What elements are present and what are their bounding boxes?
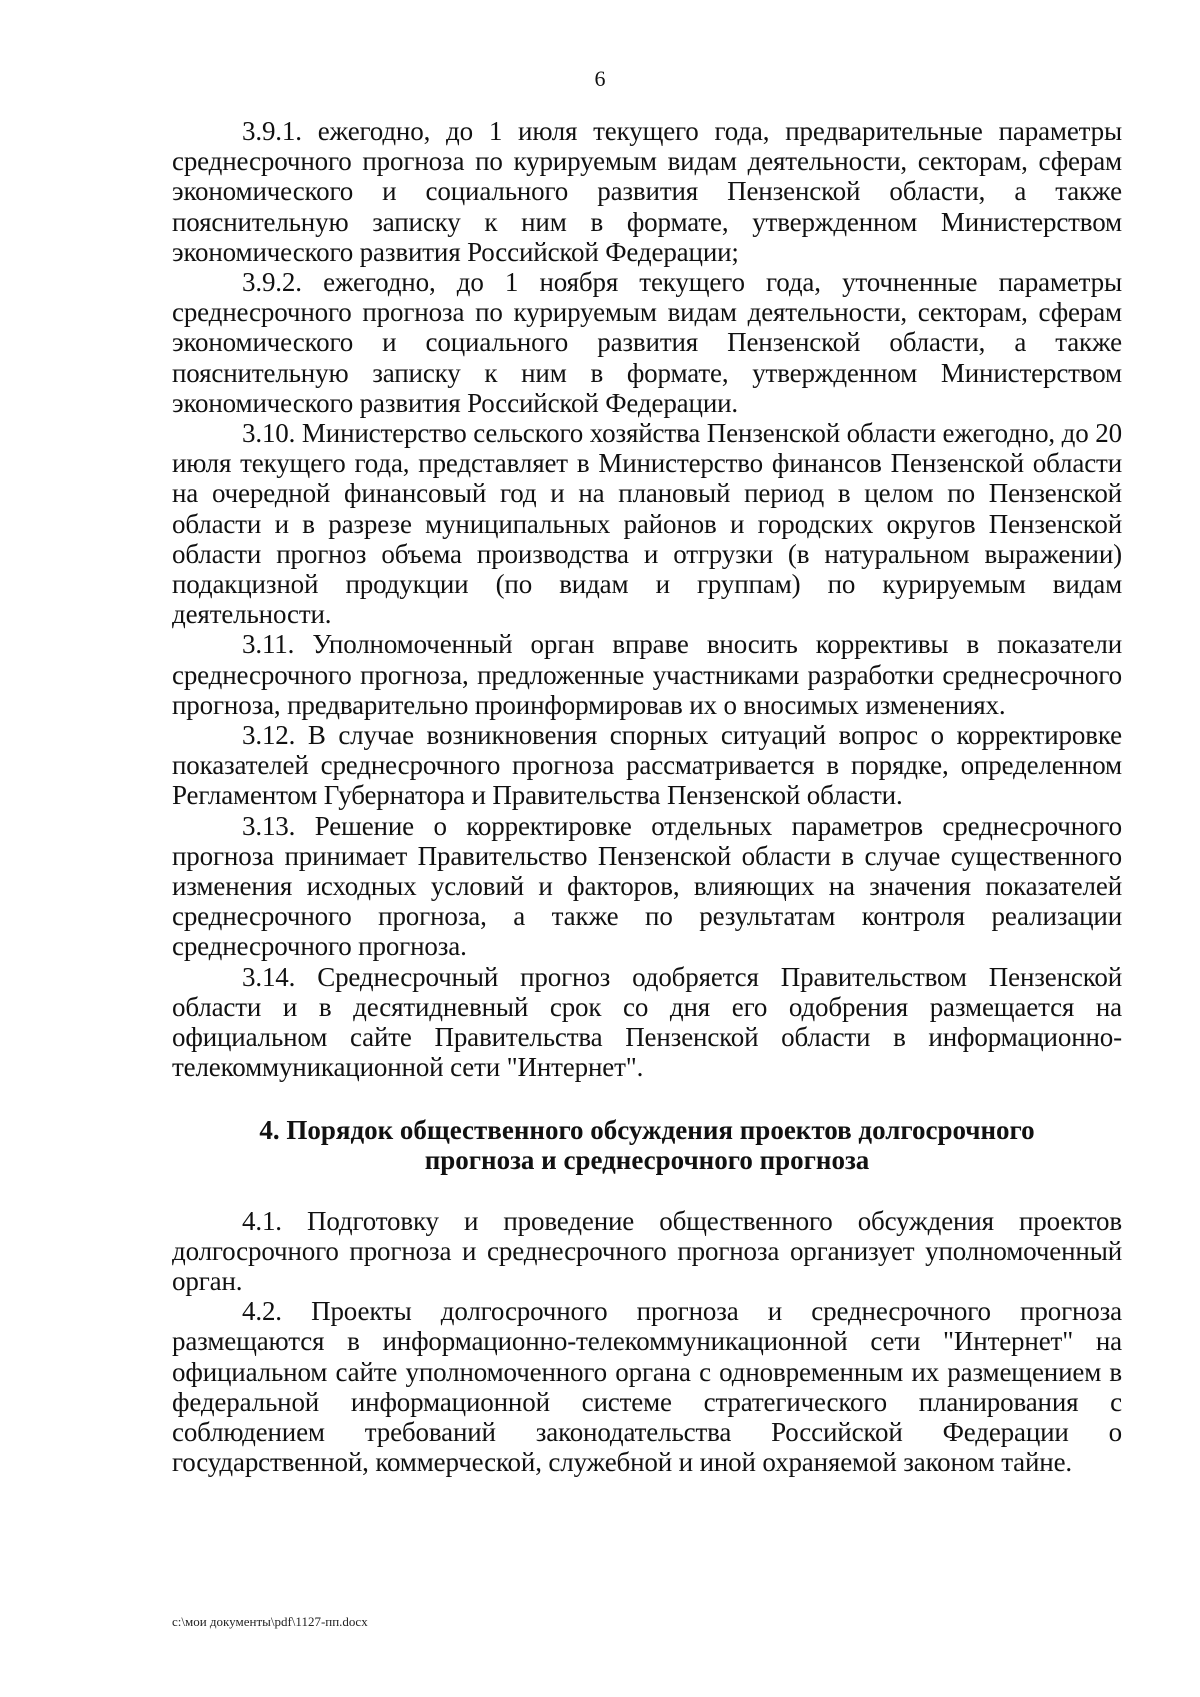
footer-file-path: c:\мои документы\pdf\1127-пп.docx	[172, 1614, 368, 1629]
section-4-heading: 4. Порядок общественного обсуждения проектов долгосрочного прогноза и среднесрочного прогноза	[259, 1114, 1035, 1175]
paragraph-3-10: 3.10. Министерство сельского хозяйства Пензенской области ежегодно, до 20 июля текущего года, представляет в Министерство финансов Пензенской области на очередной финансовый год и на плановый период в целом по Пензенской области и в разрезе муниципальных районов и городских округов Пензенской области прогноз объема производства и отгрузки (в натуральном выражении) подакцизной продукции (по видам и группам) по курируемым видам деятельности.	[172, 418, 1122, 630]
paragraph-4-1: 4.1. Подготовку и проведение общественного обсуждения проектов долгосрочного прогноза и среднесрочного прогноза организует уполномоченный орган.	[172, 1205, 1122, 1296]
paragraph-3-9-2: 3.9.2. ежегодно, до 1 ноября текущего года, уточненные параметры среднесрочного прогноза по курируемым видам деятельности, секторам, сферам экономического и социального развития Пензенской области, а также пояснительную записку к ним в формате, утвержденном Министерством экономического развития Российской Федерации.	[172, 267, 1122, 418]
page-number: 6	[594, 66, 606, 91]
document-body	[172, 116, 1122, 1477]
paragraph-4-2: 4.2. Проекты долгосрочного прогноза и среднесрочного прогноза размещаются в информационно-телекоммуникационной сети "Интернет" на официальном сайте уполномоченного органа с одновременным их размещением в федеральной информационной системе стратегического планирования с соблюдением требований законодательства Российской Федерации о государственной, коммерческой, служебной и иной охраняемой законом тайне.	[172, 1296, 1122, 1478]
paragraph-3-12: 3.12. В случае возникновения спорных ситуаций вопрос о корректировке показателей среднесрочного прогноза рассматривается в порядке, определенном Регламентом Губернатора и Правительства Пензенской области.	[172, 720, 1122, 811]
paragraph-3-11: 3.11. Уполномоченный орган вправе вносить коррективы в показатели среднесрочного прогноза, предложенные участниками разработки среднесрочного прогноза, предварительно проинформировав их о вносимых изменениях.	[172, 629, 1122, 720]
paragraph-3-9-1: 3.9.1. ежегодно, до 1 июля текущего года, предварительные параметры среднесрочного прогноза по курируемым видам деятельности, секторам, сферам экономического и социального развития Пензенской области, а также пояснительную записку к ним в формате, утвержденном Министерством экономического развития Российской Федерации;	[172, 116, 1122, 267]
paragraph-3-13: 3.13. Решение о корректировке отдельных параметров среднесрочного прогноза принимает Правительство Пензенской области в случае существенного изменения исходных условий и факторов, влияющих на значения показателей среднесрочного прогноза, а также по результатам контроля реализации среднесрочного прогноза.	[172, 810, 1122, 962]
paragraph-3-14: 3.14. Среднесрочный прогноз одобряется Правительством Пензенской области и в десятидневный срок со дня его одобрения размещается на официальном сайте Правительства Пензенской области в информационно-телекоммуникационной сети "Интернет".	[172, 961, 1122, 1083]
